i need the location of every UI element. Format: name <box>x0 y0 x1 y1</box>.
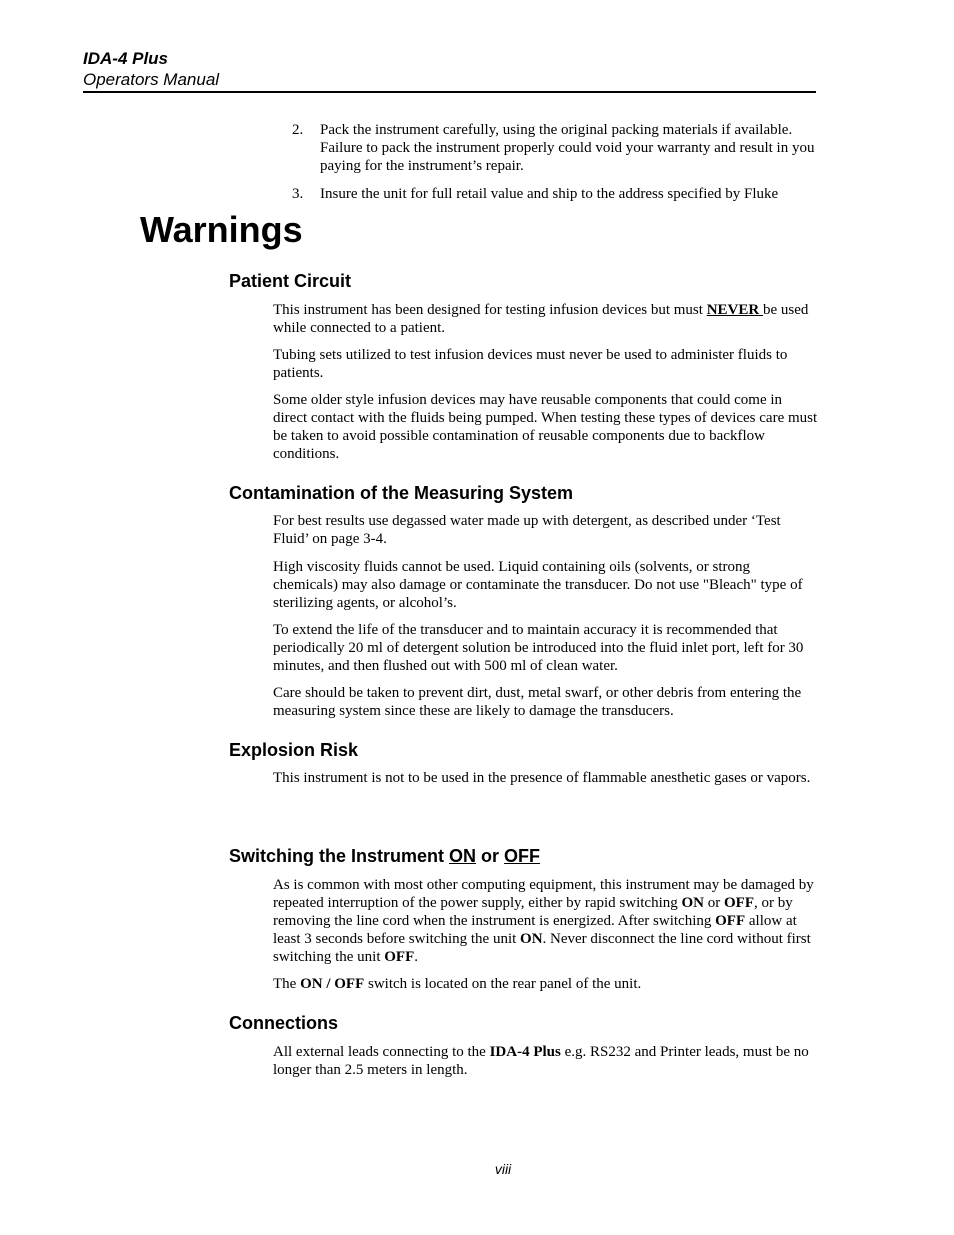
heading-contamination: Contamination of the Measuring System <box>229 483 574 503</box>
explosion-paragraph-1: This instrument is not to be used in the presence of flammable anesthetic gases or vapors. <box>273 770 811 786</box>
text-run: This instrument has been designed for testing infusion devices but must <box>273 302 707 318</box>
contamination-paragraph-1: For best results use degassed water made up with detergent, as described under ‘Test Fluid’ on page 3-4. <box>273 513 781 547</box>
heading-switching <box>229 845 540 867</box>
switching-paragraph-2 <box>273 975 818 993</box>
text-run: As is common with most other computing equipment, this instrument may be damaged by repeated interruption of the power supply, either by rapid switching <box>273 877 814 911</box>
product-emphasis: IDA-4 Plus <box>489 1044 561 1060</box>
heading-patient-circuit: Patient Circuit <box>229 271 352 291</box>
patient-circuit-paragraph-1 <box>273 301 818 337</box>
off-emphasis: OFF <box>724 895 754 911</box>
off-emphasis: OFF <box>715 913 746 929</box>
contamination-paragraph-3: To extend the life of the transducer and to maintain accuracy it is recommended that periodically 20 ml of detergent solution be introduced into the fluid inlet port, left for 30 minutes, and then flushed out with 500 ml of clean water. <box>273 622 804 674</box>
text-run: be used while connected to a patient. <box>273 302 809 336</box>
text-run: allow at least 3 seconds before switching the unit <box>273 913 797 947</box>
page-header <box>83 48 816 90</box>
text-run: or <box>704 895 724 911</box>
text-run: All external leads connecting to the <box>273 1044 490 1060</box>
text-run: The <box>273 976 301 992</box>
off-emphasis: OFF <box>384 949 415 965</box>
on-emphasis: ON <box>681 895 704 911</box>
text-run: e.g. RS232 and Printer leads, must be no longer than 2.5 meters in length. <box>273 1044 809 1078</box>
header-divider <box>83 91 816 93</box>
heading-connections: Connections <box>229 1013 339 1033</box>
heading-text: or <box>476 846 505 866</box>
on-off-emphasis: ON / OFF <box>300 976 365 992</box>
step-text: Insure the unit for full retail value and ship to the address specified by Fluke <box>320 186 779 202</box>
contamination-paragraph-4: Care should be taken to prevent dirt, dust, metal swarf, or other debris from entering the measuring system since these are likely to damage the transducers. <box>273 685 802 719</box>
heading-explosion-risk: Explosion Risk <box>229 740 359 760</box>
step-text: Pack the instrument carefully, using the original packing materials if available. Failure to pack the instrument properly could void your warranty and result in you paying for the instrument’s repair. <box>320 122 815 174</box>
page-number: viii <box>494 1161 512 1177</box>
patient-circuit-paragraph-3: Some older style infusion devices may have reusable components that could come in direct contact with the fluids being pumped. When testing these types of devices care must be taken to avoid possible contamination of reusable components due to backflow conditions. <box>273 392 818 462</box>
text-run: . Never disconnect the line cord without first switching the unit <box>273 931 811 965</box>
header-document-name: Operators Manual <box>83 70 220 89</box>
text-run: switch is located on the rear panel of the unit. <box>364 976 642 992</box>
step-number: 2. <box>292 122 304 138</box>
heading-off: OFF <box>504 846 541 866</box>
list-item-step-2 <box>292 121 816 175</box>
contamination-paragraph-2: High viscosity fluids cannot be used. Liquid containing oils (solvents, or strong chemicals) may also damage or contaminate the transducer. Do not use "Bleach" type of sterilizing agents, or alcohol’s. <box>273 559 803 611</box>
list-item-step-3 <box>292 185 816 203</box>
patient-circuit-paragraph-2: Tubing sets utilized to test infusion devices must never be used to administer fluids to patients. <box>273 347 788 381</box>
connections-paragraph-1 <box>273 1043 818 1079</box>
on-emphasis: ON <box>520 931 543 947</box>
switching-paragraph-1 <box>273 876 818 966</box>
text-run: , or by removing the line cord when the instrument is energized. After switching <box>273 895 793 929</box>
step-number: 3. <box>292 186 304 202</box>
heading-on: ON <box>449 846 477 866</box>
heading-text: Switching the Instrument <box>229 846 450 866</box>
never-emphasis: NEVER <box>706 302 763 318</box>
header-product-name: IDA-4 Plus <box>83 49 169 68</box>
section-title: Warnings <box>140 209 303 250</box>
text-run: . <box>414 949 418 965</box>
